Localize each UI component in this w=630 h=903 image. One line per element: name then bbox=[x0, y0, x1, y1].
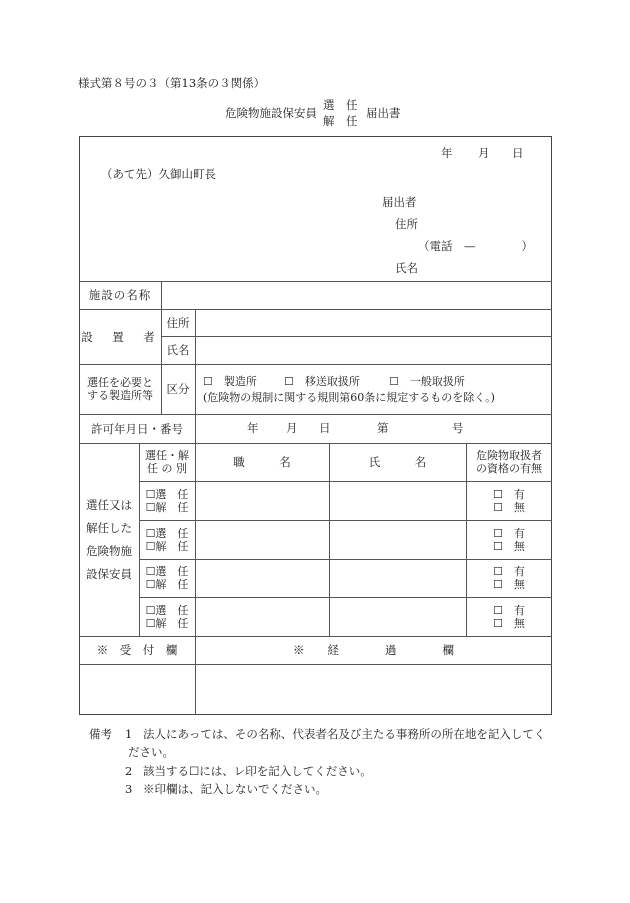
date-year: 年 bbox=[441, 146, 453, 160]
date-day: 日 bbox=[512, 146, 524, 160]
row2-qual-no-checkbox[interactable]: ☐ 無 bbox=[493, 539, 525, 553]
category-option-factory[interactable]: ☐ 製造所 bbox=[203, 375, 257, 388]
row3-appoint-checkbox[interactable]: ☐選 任 bbox=[145, 565, 189, 578]
staff-header-type-line1: 選任・解 bbox=[145, 449, 189, 462]
category-label-line2: する製造所等 bbox=[87, 389, 153, 402]
row4-dismiss-checkbox[interactable]: ☐解 任 bbox=[145, 616, 189, 630]
form-number: 様式第８号の３（第13条の３関係） bbox=[78, 76, 266, 90]
note2-text: 該当する☐には、レ印を記入してください。 bbox=[143, 764, 372, 778]
permit-go: 号 bbox=[452, 421, 464, 435]
permit-day: 日 bbox=[319, 421, 331, 435]
note2-number: 2 bbox=[125, 764, 133, 778]
row3-qual-yes-checkbox[interactable]: ☐ 有 bbox=[493, 565, 525, 578]
form-title-suffix: 届出書 bbox=[366, 106, 401, 120]
staff-side-line3: 危険物施 bbox=[86, 543, 132, 558]
row4-qual-yes-checkbox[interactable]: ☐ 有 bbox=[493, 603, 525, 617]
form-title-appoint: 選 任 bbox=[323, 98, 358, 112]
facility-name-label: 施設の名称 bbox=[88, 288, 152, 302]
note1-line2: ださい。 bbox=[128, 745, 174, 759]
staff-header-type-line2: 任 の 別 bbox=[147, 462, 187, 475]
progress-label: ※ 経 過 欄 bbox=[293, 643, 454, 657]
form-title-dismiss: 解 任 bbox=[323, 114, 358, 128]
row3-dismiss-checkbox[interactable]: ☐解 任 bbox=[145, 578, 189, 591]
row1-qual-yes-checkbox[interactable]: ☐ 有 bbox=[493, 487, 525, 501]
permit-month: 月 bbox=[286, 421, 298, 435]
row1-dismiss-checkbox[interactable]: ☐解 任 bbox=[145, 500, 189, 514]
permit-label: 許可年月日・番号 bbox=[91, 421, 183, 436]
table-row bbox=[139, 520, 195, 559]
divider-category-kubun bbox=[195, 364, 196, 414]
date-month: 月 bbox=[478, 146, 490, 160]
installer-label: 設 置 者 bbox=[81, 329, 159, 344]
notifier-phone: （電話 — ） bbox=[418, 239, 533, 253]
divider-installer-mid bbox=[161, 336, 552, 337]
staff-header-position: 職 名 bbox=[233, 455, 291, 469]
note1-number: 1 bbox=[125, 727, 133, 741]
note3-number: 3 bbox=[125, 782, 133, 796]
row4-appoint-checkbox[interactable]: ☐選 任 bbox=[145, 603, 189, 617]
staff-side-line4: 設保安員 bbox=[86, 566, 132, 581]
table-row bbox=[139, 481, 195, 520]
installer-address-label: 住所 bbox=[166, 315, 190, 330]
table-row bbox=[139, 559, 195, 597]
category-label-line1: 選任を必要と bbox=[87, 376, 153, 389]
row1-appoint-checkbox[interactable]: ☐選 任 bbox=[145, 487, 189, 501]
category-kubun-label: 区分 bbox=[166, 382, 190, 396]
row2-appoint-checkbox[interactable]: ☐選 任 bbox=[145, 526, 189, 540]
staff-side-line2: 解任した bbox=[86, 520, 132, 535]
notifier-address-label: 住所 bbox=[395, 217, 418, 231]
notes-heading: 備考 bbox=[89, 727, 112, 741]
table-row bbox=[139, 597, 195, 636]
category-option-general[interactable]: ☐ 一般取扱所 bbox=[389, 375, 465, 388]
notifier-label: 届出者 bbox=[382, 195, 417, 209]
category-option-transfer[interactable]: ☐ 移送取扱所 bbox=[284, 375, 360, 388]
reception-label: ※ 受 付 欄 bbox=[96, 643, 178, 657]
note1-line1: 法人にあっては、その名称、代表者名及び主たる事務所の所在地を記入してく bbox=[143, 727, 546, 741]
row2-qual-yes-checkbox[interactable]: ☐ 有 bbox=[493, 526, 525, 540]
staff-header-name: 氏 名 bbox=[368, 455, 427, 469]
row3-qual-no-checkbox[interactable]: ☐ 無 bbox=[493, 578, 525, 591]
form-title-main: 危険物施設保安員 bbox=[225, 106, 317, 120]
row2-dismiss-checkbox[interactable]: ☐解 任 bbox=[145, 539, 189, 553]
divider-reception bbox=[79, 664, 552, 665]
row1-qual-no-checkbox[interactable]: ☐ 無 bbox=[493, 500, 525, 514]
note3-text: ※印欄は、記入しないでください。 bbox=[143, 782, 327, 796]
staff-side-line1: 選任又は bbox=[86, 497, 132, 512]
permit-year: 年 bbox=[247, 421, 259, 435]
addressee: （あて先）久御山町長 bbox=[101, 167, 216, 181]
row4-qual-no-checkbox[interactable]: ☐ 無 bbox=[493, 616, 525, 630]
staff-header-qual-line2: の資格の有無 bbox=[476, 462, 542, 475]
permit-dai: 第 bbox=[377, 421, 389, 435]
staff-header-qual-line1: 危険物取扱者 bbox=[476, 449, 542, 462]
installer-name-label: 氏名 bbox=[166, 343, 190, 357]
notifier-name-label: 氏名 bbox=[395, 261, 418, 275]
category-note: (危険物の規制に関する規則第60条に規定するものを除く。) bbox=[203, 391, 495, 404]
